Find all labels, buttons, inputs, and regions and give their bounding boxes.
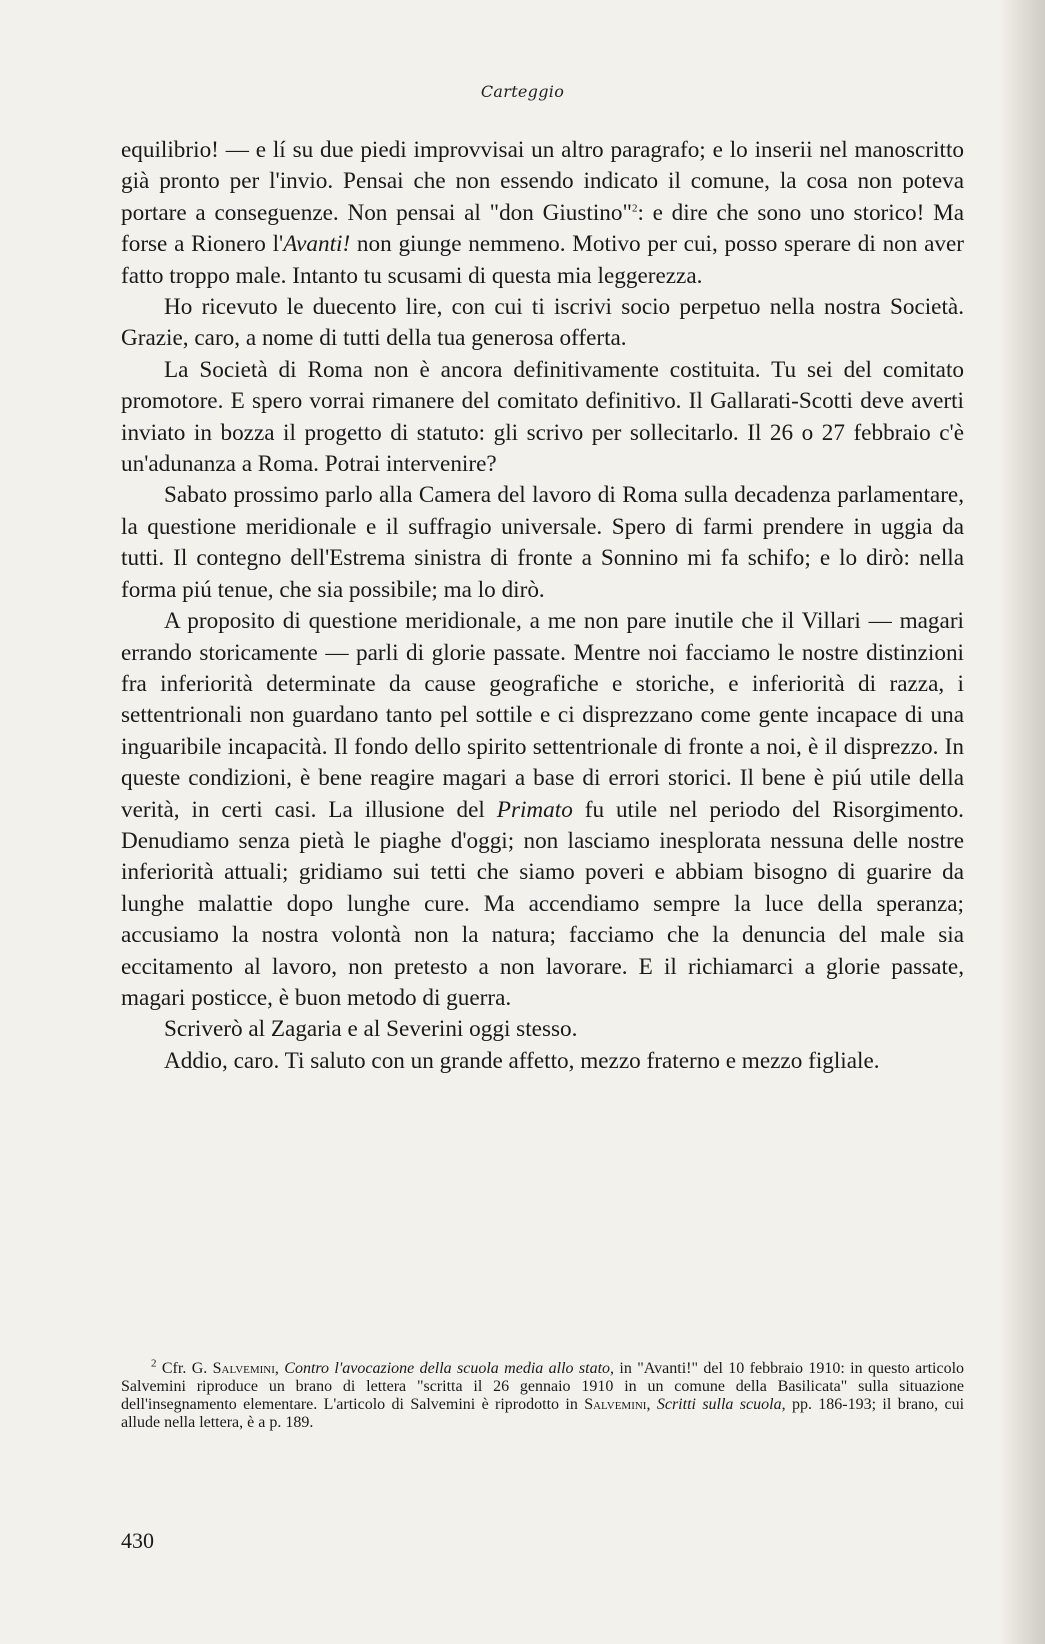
text-run: Ho ricevuto le duecento lire, con cui ti iscrivi socio perpetuo nella nostra Società. Grazie, caro, a nome di tutti della tua generosa offerta. [121, 294, 964, 352]
text-run: non giunge nemmeno. Motivo per cui, posso sperare di non aver fatto troppo male. Intanto tu scusami di questa mia leggerezza. [121, 231, 964, 289]
text-run: Cfr. G. [156, 1360, 213, 1377]
paragraph-p6 [121, 1014, 964, 1045]
italic-text: Scritti sulla scuola [656, 1396, 782, 1413]
footnote [121, 1357, 965, 1432]
text-run: A proposito di questione meridionale, a me non pare inutile che il Villari — magari errando storicamente — parli di glorie passate. Mentre noi facciamo le nostre distinzioni fra inferiorità determinate da cause geografiche e storiche, e inferiorità di razza, i settentrionali non guardano tanto pel sottile e ci disprezzano come gente incapace di una inguaribile incapacità. Il fondo dello spirito settentrionale di fronte a noi, è il disprezzo. In queste condizioni, è bene reagire magari a base di errori storici. Il bene è piú utile della verità, in certi casi. La illusione del [121, 608, 964, 823]
paragraph-p3 [121, 355, 964, 481]
italic-text: Contro l'avocazione della scuola media allo stato [284, 1360, 611, 1377]
footnote-marker: 2 [151, 1357, 157, 1370]
paragraph-p1 [121, 135, 964, 292]
small-caps-author: Salvemini [584, 1396, 647, 1413]
text-run: Addio, caro. Ti saluto con un grande affetto, mezzo fraterno e mezzo figliale. [164, 1047, 880, 1074]
page-number: 430 [121, 1528, 154, 1553]
text-run: fu utile nel periodo del Risorgimento. Denudiamo senza pietà le piaghe d'oggi; non lasciamo inesplorata nessuna delle nostre inferiorità attuali; gridiamo sui tetti che siamo poveri e abbiam bisogno di guarire da lunghe malattie dopo lunghe cure. Ma accendiamo sempre la luce della speranza; accusiamo la nostra volontà non la natura; facciamo che la denuncia del male sia eccitamento al lavoro, non pretesto a non lavorare. E il richiamarci a glorie passate, magari posticce, è buon metodo di guerra. [121, 796, 964, 1011]
text-run: equilibrio! — e lí su due piedi improvvisai un altro paragrafo; e lo inserii nel manoscritto già pronto per l'invio. Pensai che non essendo indicato il comune, la cosa non poteva portare a conseguenze. Non pensai al "don Giustino" [121, 137, 964, 226]
paragraph-p5 [121, 606, 964, 1014]
small-caps-author: Salvemini [212, 1360, 275, 1377]
text-run: : e dire che sono uno storico! Ma forse a Rionero l' [121, 199, 964, 258]
paragraph-p2 [121, 292, 964, 355]
footnote-section [121, 1357, 965, 1432]
text-run: , [274, 1360, 285, 1377]
text-run: La Società di Roma non è ancora definitivamente costituita. Tu sei del comitato promotore. E spero vorrai rimanere del comitato definitivo. Il Gallarati-Scotti deve averti inviato in bozza il progetto di statuto: gli scrivo per sollecitarlo. Il 26 o 27 febbraio c'è un'adunanza a Roma. Potrai intervenire? [121, 356, 964, 478]
text-run: , [646, 1396, 657, 1413]
italic-text: Primato [496, 796, 573, 823]
letter-body [121, 135, 964, 1077]
footnote-reference: 2 [631, 202, 638, 215]
text-run: , in "Avanti!" del 10 febbraio 1910: in questo articolo Salvemini riproduce un brano di lettera "scritta il 26 gennaio 1910 in un comune della Basilicata" sulla situazione dell'insegnamento elementare. L'articolo di Salvemini è riprodotto in [121, 1360, 965, 1413]
page-gutter-shadow [999, 0, 1045, 1644]
text-run: Sabato prossimo parlo alla Camera del lavoro di Roma sulla decadenza parlamentare, la questione meridionale e il suffragio universale. Spero di farmi prendere in uggia da tutti. Il contegno dell'Estrema sinistra di fronte a Sonnino mi fa schifo; e lo dirò: nella forma piú tenue, che sia possibile; ma lo dirò. [121, 482, 964, 603]
paragraph-p4 [121, 480, 964, 606]
paragraph-p7 [121, 1046, 964, 1077]
text-run: , pp. 186-193; il brano, cui allude nella lettera, è a p. 189. [121, 1396, 965, 1431]
running-head: Carteggio [480, 82, 565, 101]
text-run: Scriverò al Zagaria e al Severini oggi stesso. [164, 1016, 578, 1043]
italic-text: Avanti! [283, 231, 351, 258]
